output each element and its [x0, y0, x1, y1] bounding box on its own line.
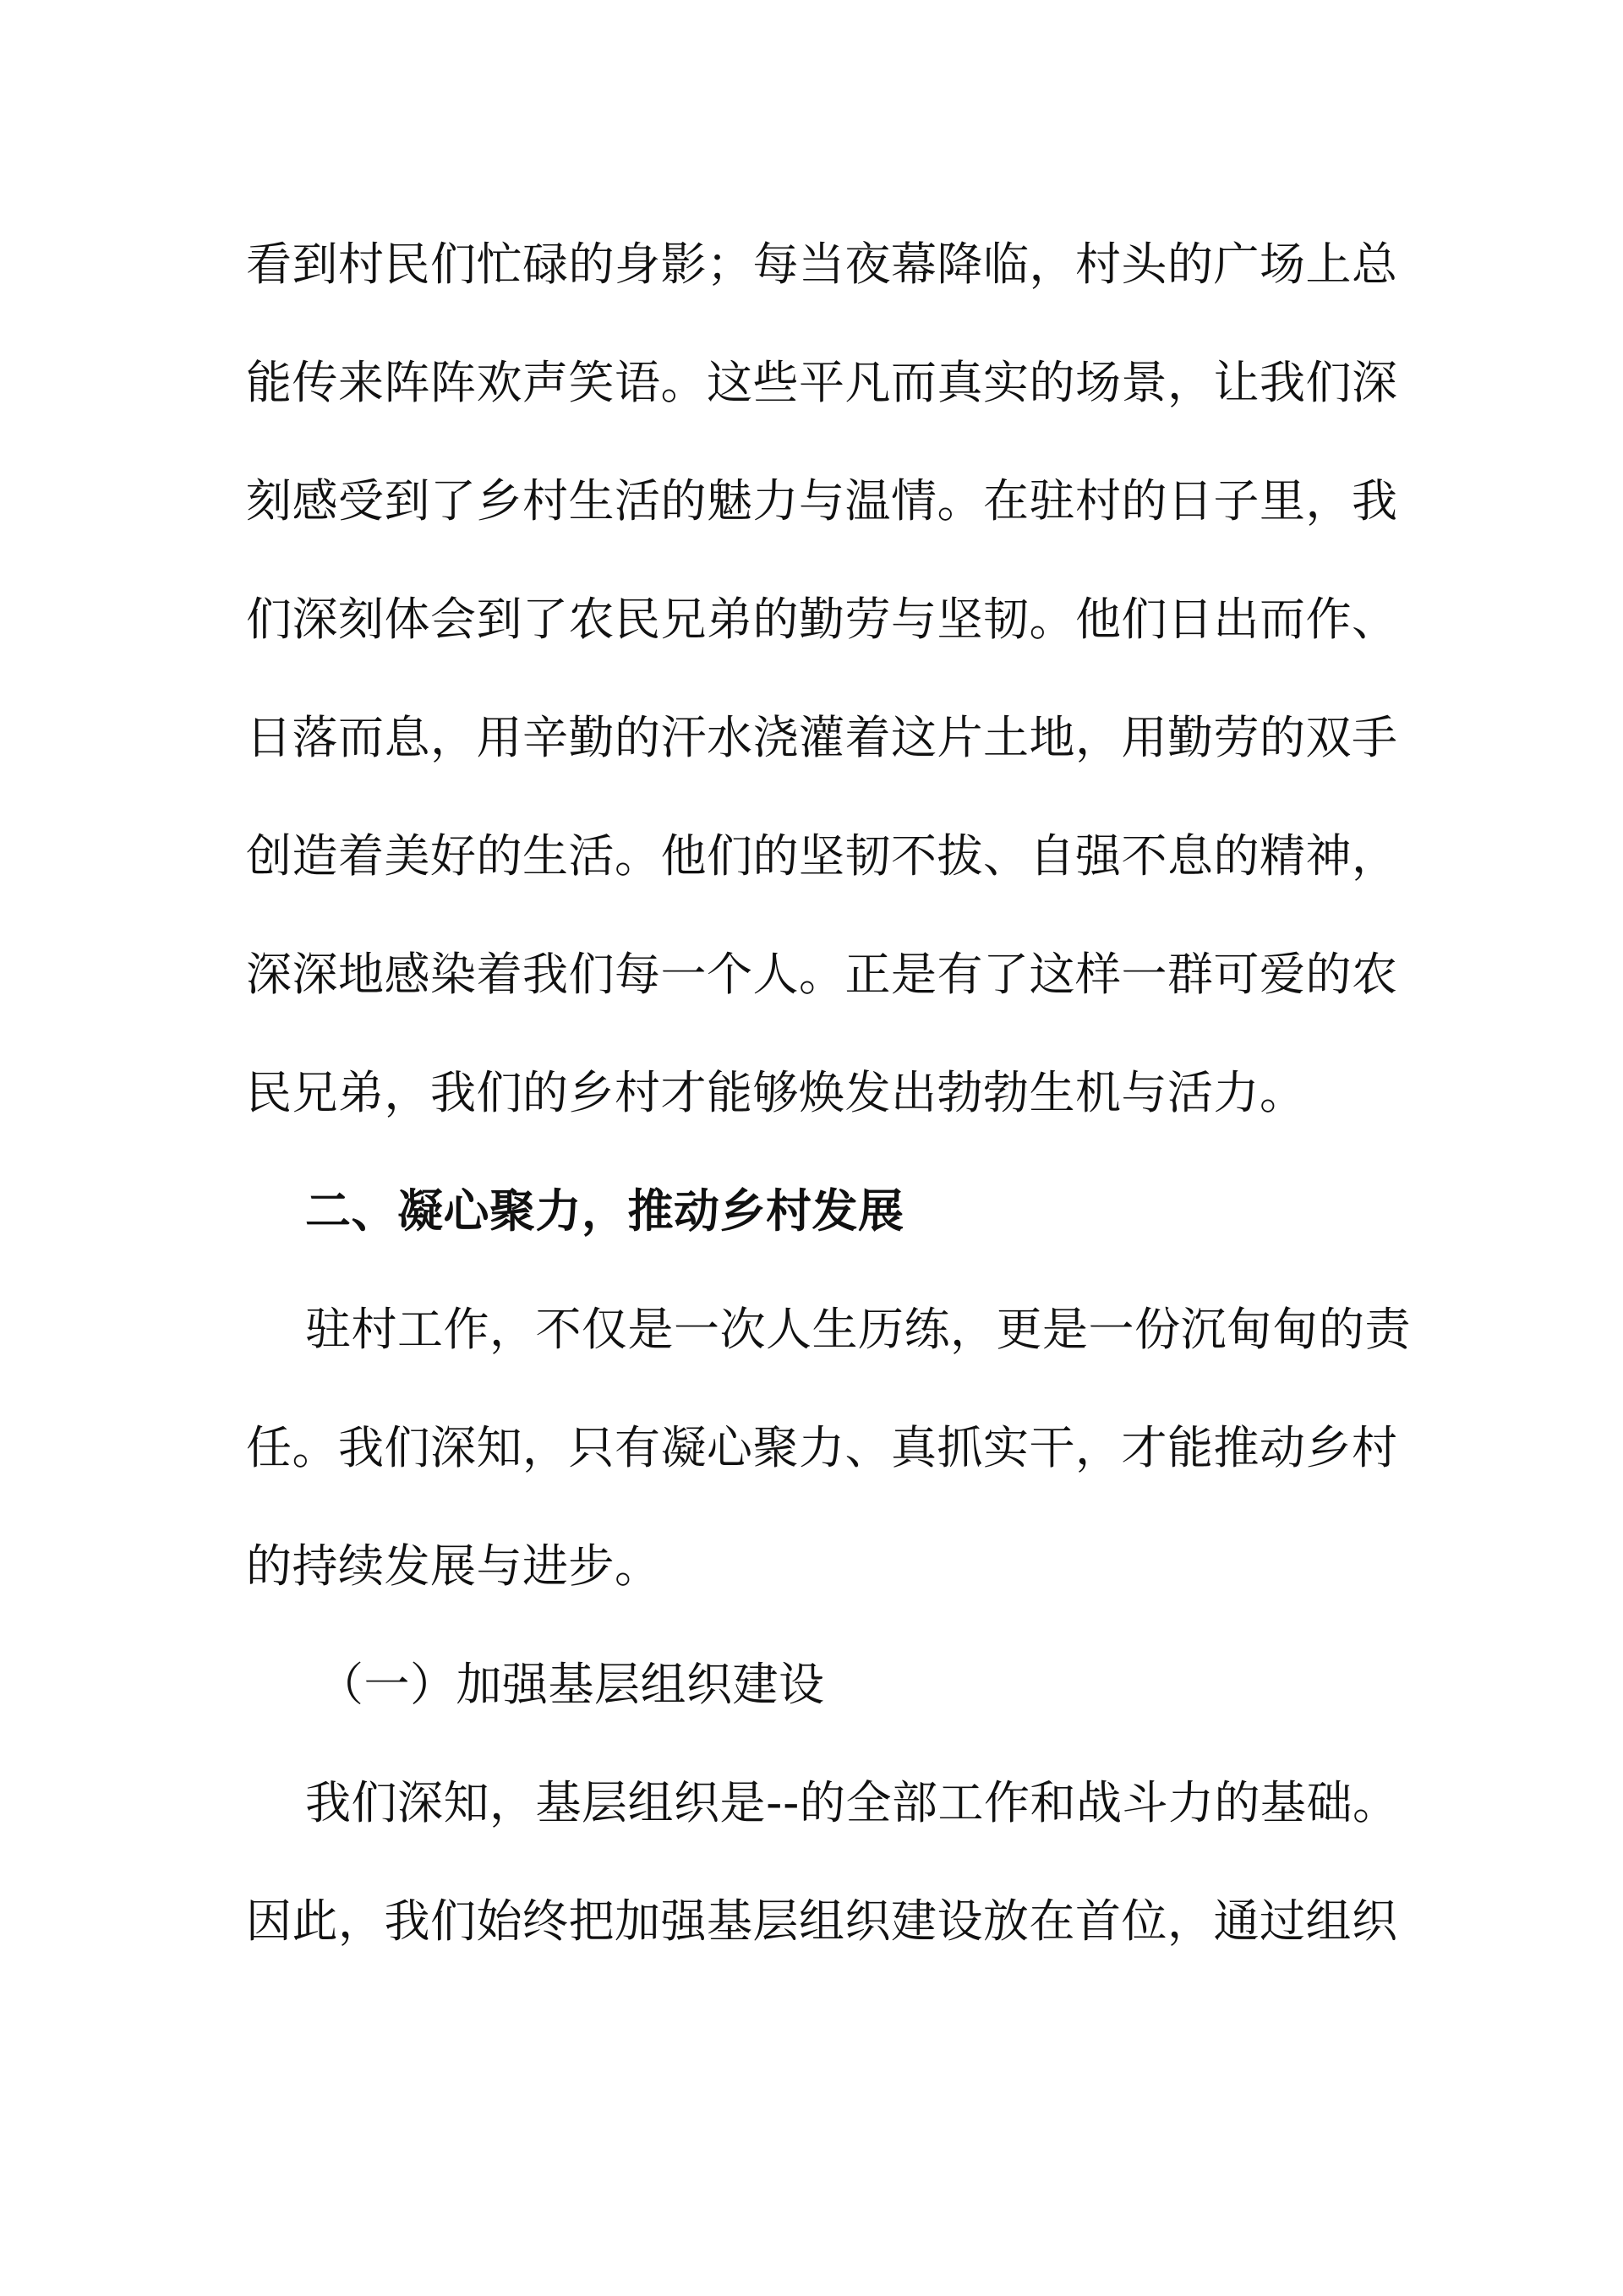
paragraph-line: 创造着美好的生活。他们的坚韧不拔、自强不息的精神，	[246, 829, 1398, 883]
paragraph-line: 看到村民们忙碌的身影；每当夜幕降临，村头的广场上总	[246, 238, 1398, 291]
paragraph-line: 任。我们深知，只有凝心聚力、真抓实干，才能推动乡村	[246, 1421, 1398, 1474]
paragraph-line: 深深地感染着我们每一个人。正是有了这样一群可爱的农	[246, 948, 1398, 1001]
paragraph-line: 能传来阵阵欢声笑语。这些平凡而真实的场景，让我们深	[246, 356, 1398, 409]
paragraph-line: 我们深知，基层组织是--的全部工作和战斗力的基础。	[305, 1776, 1399, 1829]
subsection-heading: （一）加强基层组织建设	[318, 1658, 825, 1711]
section-heading: 二、凝心聚力，推动乡村发展	[305, 1184, 904, 1238]
paragraph-line: 日落而息，用辛勤的汗水浇灌着这片土地，用勤劳的双手	[246, 711, 1398, 764]
paragraph-line: 民兄弟，我们的乡村才能够焕发出勃勃生机与活力。	[246, 1066, 1306, 1119]
paragraph-line: 们深刻体会到了农民兄弟的勤劳与坚韧。他们日出而作、	[246, 593, 1398, 646]
paragraph-line: 驻村工作，不仅是一次人生历练，更是一份沉甸甸的责	[305, 1303, 1411, 1356]
paragraph-line: 的持续发展与进步。	[246, 1539, 661, 1593]
paragraph-line: 因此，我们始终把加强基层组织建设放在首位，通过组织	[246, 1894, 1398, 1948]
paragraph-line: 刻感受到了乡村生活的魅力与温情。在驻村的日子里，我	[246, 474, 1398, 528]
